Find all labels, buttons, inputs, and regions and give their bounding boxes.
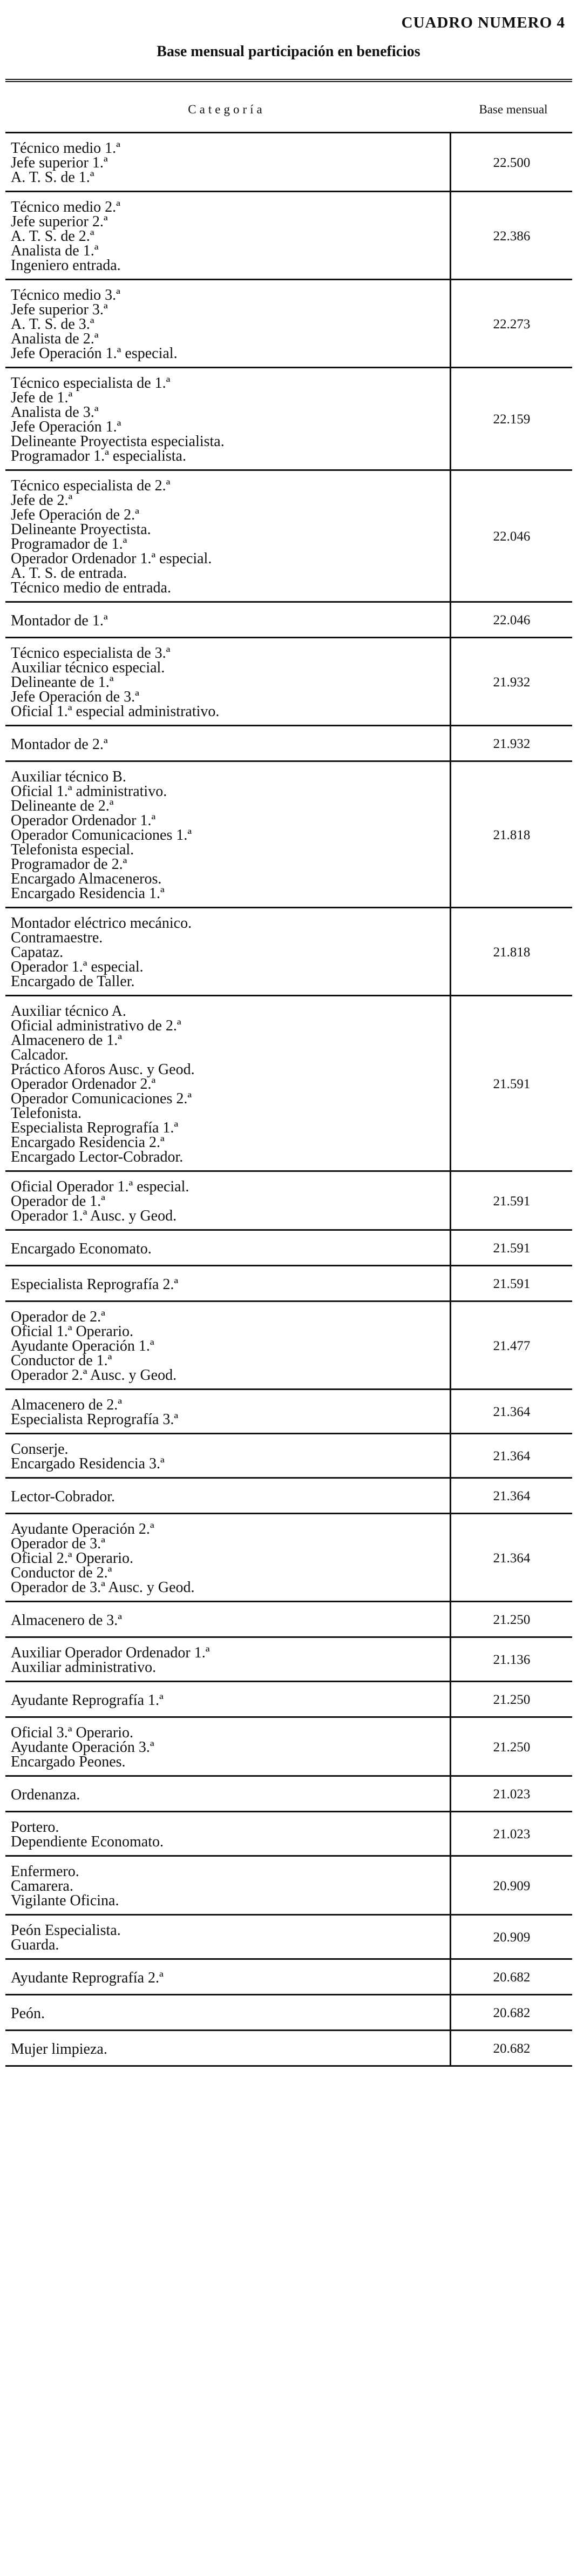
category-line: A. T. S. de 1.ª — [11, 169, 94, 186]
category-line: Técnico medio 2.ª — [11, 199, 120, 215]
category-line: Oficial administrativo de 2.ª — [11, 1017, 181, 1034]
category-cell — [11, 613, 443, 628]
category-line: Especialista Reprografía 1.ª — [11, 1120, 179, 1136]
table-row — [5, 1390, 572, 1434]
category-line: Jefe Operación 1.ª — [11, 419, 121, 435]
category-line: Práctico Aforos Ausc. y Geod. — [11, 1061, 195, 1078]
category-line: Encargado Residencia 2.ª — [11, 1134, 165, 1151]
category-line: Especialista Reprografía 3.ª — [11, 1411, 179, 1428]
category-cell — [11, 1522, 443, 1595]
category-line: Técnico medio de entrada. — [11, 579, 171, 596]
base-value-cell: 21.250 — [493, 1692, 531, 1707]
salary-table — [5, 79, 572, 2067]
category-line: Jefe superior 1.ª — [11, 154, 108, 171]
category-line: Mujer limpieza. — [11, 2041, 107, 2058]
table-header-row — [5, 82, 572, 133]
base-value-cell: 20.909 — [493, 1930, 531, 1945]
base-value-cell: 21.591 — [493, 1194, 531, 1209]
base-value-cell: 21.364 — [493, 1489, 531, 1503]
base-value-cell: 21.136 — [493, 1653, 531, 1667]
category-line: Operador de 3.ª — [11, 1535, 105, 1552]
table-row — [5, 1857, 572, 1916]
category-cell — [11, 288, 443, 361]
category-line: Jefe Operación de 2.ª — [11, 507, 139, 523]
table-row — [5, 1960, 572, 1995]
base-value-cell: 22.500 — [493, 156, 531, 170]
category-line: Almacenero de 3.ª — [11, 1612, 122, 1629]
category-cell — [11, 1646, 443, 1675]
category-line: Operador de 1.ª — [11, 1193, 105, 1210]
base-value-cell: 21.023 — [493, 1787, 531, 1802]
category-line: Jefe superior 3.ª — [11, 301, 108, 318]
category-line: Conductor de 1.ª — [11, 1352, 112, 1369]
table-row — [5, 1777, 572, 1812]
table-body — [5, 133, 572, 2067]
category-line: Oficial 3.ª Operario. — [11, 1724, 133, 1741]
category-line: Conductor de 2.ª — [11, 1565, 112, 1581]
category-cell — [11, 2006, 443, 2021]
category-line: Portero. — [11, 1819, 59, 1836]
base-value-cell: 21.477 — [493, 1339, 531, 1353]
category-line: Peón Especialista. — [11, 1922, 121, 1939]
table-row — [5, 726, 572, 762]
category-line: Analista de 1.ª — [11, 242, 99, 259]
category-line: Ayudante Reprografía 1.ª — [11, 1692, 164, 1709]
category-line: Operador Comunicaciones 1.ª — [11, 827, 192, 844]
category-line: Enfermero. — [11, 1863, 79, 1880]
table-row — [5, 1514, 572, 1602]
category-cell — [11, 1489, 443, 1504]
category-line: Jefe superior 2.ª — [11, 213, 108, 230]
base-value-cell: 21.932 — [493, 737, 531, 751]
category-line: Oficial 1.ª especial administrativo. — [11, 703, 220, 720]
category-line: Peón. — [11, 2005, 45, 2022]
category-line: Dependiente Economato. — [11, 1833, 164, 1850]
table-row — [5, 1479, 572, 1514]
category-line: Montador eléctrico mecánico. — [11, 915, 192, 932]
category-line: Capataz. — [11, 944, 64, 961]
category-line: Jefe Operación de 3.ª — [11, 689, 139, 705]
category-line: Ingeniero entrada. — [11, 257, 121, 274]
category-cell — [11, 1442, 443, 1471]
category-line: Ayudante Reprografía 2.ª — [11, 1970, 164, 1986]
category-line: Encargado de Taller. — [11, 973, 135, 990]
category-cell — [11, 1820, 443, 1849]
category-line: Técnico medio 3.ª — [11, 287, 120, 304]
category-line: Oficial 2.ª Operario. — [11, 1550, 133, 1567]
base-value-cell: 20.909 — [493, 1879, 531, 1893]
category-line: Ordenanza. — [11, 1786, 80, 1803]
category-line: Delineante Proyectista. — [11, 521, 151, 538]
table-row — [5, 471, 572, 603]
table-row — [5, 192, 572, 280]
category-cell — [11, 478, 443, 595]
table-row — [5, 280, 572, 368]
category-line: Ayudante Operación 1.ª — [11, 1338, 154, 1354]
table-row — [5, 1434, 572, 1479]
category-cell — [11, 376, 443, 463]
column-header-category: Categoría — [188, 103, 266, 116]
category-line: Telefonista especial. — [11, 841, 134, 858]
category-line: Oficial Operador 1.ª especial. — [11, 1178, 189, 1195]
table-row — [5, 1995, 572, 2031]
category-cell — [11, 1788, 443, 1802]
category-line: Vigilante Oficina. — [11, 1892, 119, 1909]
category-line: Guarda. — [11, 1937, 59, 1953]
base-value-cell: 22.046 — [493, 529, 531, 544]
category-line: Operador 2.ª Ausc. y Geod. — [11, 1367, 177, 1384]
base-value-cell: 21.591 — [493, 1077, 531, 1091]
category-cell — [11, 1004, 443, 1164]
table-number: CUADRO NUMERO 4 — [401, 14, 565, 31]
category-line: Camarera. — [11, 1878, 73, 1894]
category-line: Montador de 2.ª — [11, 736, 108, 753]
column-header-base: Base mensual — [479, 103, 548, 116]
table-row — [5, 762, 572, 908]
category-line: Analista de 2.ª — [11, 331, 99, 347]
category-line: Delineante de 1.ª — [11, 674, 114, 691]
table-row — [5, 368, 572, 471]
base-value-cell: 22.386 — [493, 229, 531, 244]
category-line: Técnico especialista de 2.ª — [11, 477, 171, 494]
category-line: Programador 1.ª especialista. — [11, 448, 186, 464]
table-row — [5, 1638, 572, 1682]
category-cell — [11, 646, 443, 719]
category-line: Ayudante Operación 2.ª — [11, 1521, 154, 1537]
category-cell — [11, 1693, 443, 1708]
table-row — [5, 1602, 572, 1638]
category-line: Técnico especialista de 1.ª — [11, 375, 171, 392]
category-line: Auxiliar técnico B. — [11, 768, 126, 785]
base-value-cell: 20.682 — [493, 1970, 531, 1985]
category-cell — [11, 141, 443, 185]
category-cell — [11, 770, 443, 901]
category-cell — [11, 1310, 443, 1383]
table-row — [5, 1172, 572, 1231]
category-line: Encargado Residencia 1.ª — [11, 885, 165, 902]
category-cell — [11, 1179, 443, 1223]
category-cell — [11, 1613, 443, 1628]
category-cell — [11, 1971, 443, 1985]
category-line: A. T. S. de 3.ª — [11, 316, 94, 333]
category-line: Jefe Operación 1.ª especial. — [11, 345, 178, 362]
category-line: Montador de 1.ª — [11, 612, 108, 629]
table-row — [5, 1231, 572, 1266]
category-line: Oficial 1.ª Operario. — [11, 1323, 133, 1340]
category-line: A. T. S. de entrada. — [11, 565, 127, 582]
table-row — [5, 2031, 572, 2067]
category-line: Jefe de 1.ª — [11, 389, 73, 406]
base-value-cell: 21.364 — [493, 1551, 531, 1566]
base-value-cell: 21.250 — [493, 1613, 531, 1627]
category-line: Operador Comunicaciones 2.ª — [11, 1090, 192, 1107]
category-cell — [11, 1398, 443, 1427]
category-line: Encargado Lector-Cobrador. — [11, 1149, 184, 1165]
category-line: Encargado Economato. — [11, 1240, 152, 1257]
category-cell — [11, 916, 443, 989]
table-row — [5, 1302, 572, 1390]
category-cell — [11, 737, 443, 752]
category-line: Analista de 3.ª — [11, 404, 99, 421]
base-value-cell: 21.364 — [493, 1449, 531, 1464]
category-line: Conserje. — [11, 1441, 69, 1458]
category-line: Calcador. — [11, 1047, 69, 1063]
category-line: Auxiliar administrativo. — [11, 1659, 157, 1676]
category-line: Ayudante Operación 3.ª — [11, 1739, 154, 1756]
table-row — [5, 1812, 572, 1857]
base-value-cell: 22.273 — [493, 317, 531, 332]
base-value-cell: 20.682 — [493, 2006, 531, 2020]
category-cell — [11, 1864, 443, 1908]
table-row — [5, 1682, 572, 1718]
table-title: Base mensual participación en beneficios — [157, 43, 420, 60]
category-line: Auxiliar técnico especial. — [11, 659, 165, 676]
category-line: Técnico especialista de 3.ª — [11, 645, 171, 662]
category-line: Oficial 1.ª administrativo. — [11, 783, 167, 800]
category-cell — [11, 1725, 443, 1769]
table-row — [5, 1718, 572, 1777]
base-value-cell: 21.591 — [493, 1241, 531, 1256]
document-header — [0, 0, 577, 86]
category-line: Encargado Residencia 3.ª — [11, 1455, 165, 1472]
base-value-cell: 21.250 — [493, 1740, 531, 1755]
category-line: Encargado Peones. — [11, 1754, 126, 1770]
category-line: Encargado Almaceneros. — [11, 871, 162, 887]
category-line: Especialista Reprografía 2.ª — [11, 1276, 179, 1293]
category-line: Delineante Proyectista especialista. — [11, 433, 225, 450]
table-row — [5, 996, 572, 1172]
base-value-cell: 21.591 — [493, 1277, 531, 1291]
table-row — [5, 603, 572, 638]
table-row — [5, 1916, 572, 1960]
category-line: Almacenero de 2.ª — [11, 1397, 122, 1413]
category-cell — [11, 1242, 443, 1256]
category-cell — [11, 1277, 443, 1292]
category-line: A. T. S. de 2.ª — [11, 228, 94, 245]
base-value-cell: 21.023 — [493, 1827, 531, 1842]
table-row — [5, 908, 572, 996]
category-line: Operador Ordenador 2.ª — [11, 1076, 156, 1093]
base-value-cell: 22.046 — [493, 613, 531, 628]
category-line: Programador de 2.ª — [11, 856, 127, 873]
category-line: Almacenero de 1.ª — [11, 1032, 122, 1049]
category-cell — [11, 1923, 443, 1952]
base-value-cell: 21.818 — [493, 945, 531, 960]
category-line: Programador de 1.ª — [11, 536, 127, 552]
category-line: Operador de 3.ª Ausc. y Geod. — [11, 1579, 195, 1596]
category-line: Operador 1.ª Ausc. y Geod. — [11, 1208, 177, 1224]
category-line: Lector-Cobrador. — [11, 1488, 116, 1505]
base-value-cell: 21.364 — [493, 1405, 531, 1419]
category-line: Operador de 2.ª — [11, 1309, 105, 1325]
category-line: Operador 1.ª especial. — [11, 959, 144, 975]
category-line: Operador Ordenador 1.ª especial. — [11, 550, 212, 567]
category-cell — [11, 2042, 443, 2056]
category-cell — [11, 200, 443, 273]
table-row — [5, 638, 572, 726]
category-line: Auxiliar Operador Ordenador 1.ª — [11, 1644, 210, 1661]
category-line: Jefe de 2.ª — [11, 492, 73, 509]
table-row — [5, 1266, 572, 1302]
category-line: Telefonista. — [11, 1105, 82, 1122]
base-value-cell: 21.818 — [493, 828, 531, 842]
table-row — [5, 133, 572, 192]
base-value-cell: 22.159 — [493, 412, 531, 427]
base-value-cell: 21.932 — [493, 675, 531, 690]
base-value-cell: 20.682 — [493, 2041, 531, 2056]
category-line: Delineante de 2.ª — [11, 798, 114, 814]
category-line: Técnico medio 1.ª — [11, 140, 120, 157]
category-line: Contramaestre. — [11, 929, 103, 946]
category-line: Operador Ordenador 1.ª — [11, 812, 156, 829]
category-line: Auxiliar técnico A. — [11, 1003, 126, 1020]
